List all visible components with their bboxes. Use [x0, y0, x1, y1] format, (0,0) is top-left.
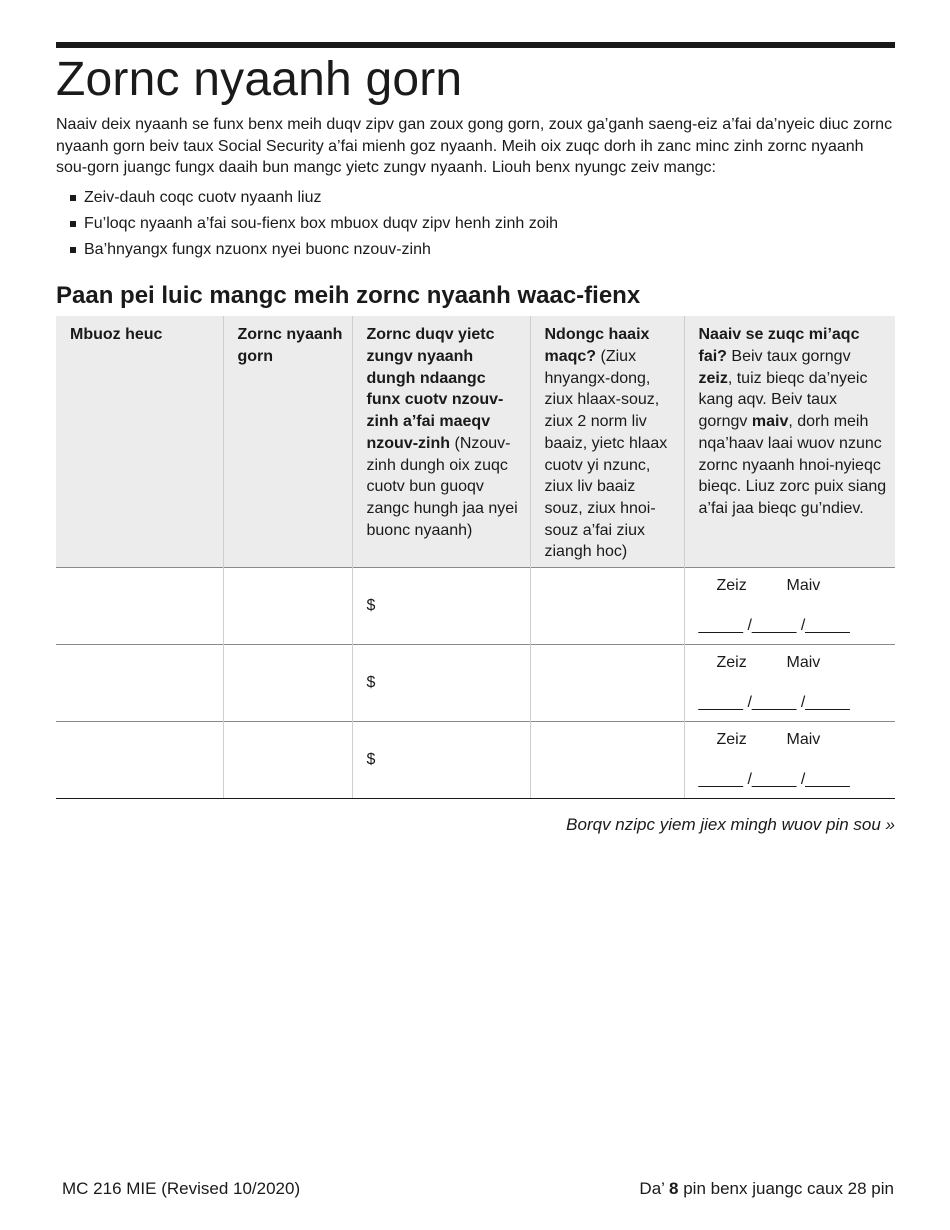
- header-frequency: Ndongc haaix maqc? (Ziux hnyangx-dong, ziux hlaax-souz, ziux 2 norm liv baaiz, yietc hlaax cuotv yi nzunc, ziux liv baaiz souz, ziux hnoi-souz a’fai ziux ziangh hoc): [530, 316, 684, 567]
- header-income-source: Zornc nyaanh gorn: [223, 316, 352, 567]
- continue-note: Borqv nzipc yiem jiex mingh wuov pin sou »: [566, 815, 895, 835]
- square-bullet-icon: [70, 221, 76, 227]
- ended-cell[interactable]: [684, 645, 895, 722]
- bullet-item: Zeiv-dauh coqc cuotv nyaanh liuz: [70, 188, 895, 208]
- bullet-item: Ba’hnyangx fungx nzuonx nyei buonc nzouv-zinh: [70, 240, 895, 260]
- document-page: [56, 42, 895, 835]
- income-source-cell[interactable]: [223, 722, 352, 799]
- no-option[interactable]: Maiv: [786, 731, 821, 749]
- amount-cell[interactable]: $: [352, 568, 530, 645]
- amount-cell[interactable]: $: [352, 722, 530, 799]
- amount-cell[interactable]: $: [352, 645, 530, 722]
- name-cell[interactable]: [56, 568, 223, 645]
- date-field[interactable]: _____ /_____ /_____: [698, 771, 850, 789]
- frequency-cell[interactable]: [530, 568, 684, 645]
- intro-paragraph: Naaiv deix nyaanh se funx benx meih duqv zipv gan zoux gong gorn, zoux ga’ganh saeng-eiz a’fai da’nyeic diuc zornc nyaanh gorn beiv taux Social Security a’fai mienh goz nyaanh. Meih oix zuqc dorh ih zanc minc zinh zornc nyaanh sou-gorn juangc fungx daaih bun mangc yietc zungv nyaanh. Liouh benx nyungc zeiv mangc:: [56, 116, 893, 176]
- name-cell[interactable]: [56, 722, 223, 799]
- income-table: [56, 316, 895, 799]
- yes-option[interactable]: Zeiz: [716, 654, 747, 672]
- table-row: [56, 722, 895, 799]
- form-id: MC 216 MIE (Revised 10/2020): [62, 1179, 301, 1198]
- square-bullet-icon: [70, 195, 76, 201]
- page-number: Da’ 8 pin benx juangc caux 28 pin: [639, 1179, 894, 1198]
- no-option[interactable]: Maiv: [786, 654, 821, 672]
- ended-cell[interactable]: [684, 722, 895, 799]
- table-header-row: [56, 316, 895, 567]
- header-ended: Naaiv se zuqc mi’aqc fai? Beiv taux gorngv zeiz, tuiz bieqc da’nyeic kang aqv. Beiv taux gorngv maiv, dorh meih nqa’haav laai wuov nzunc zornc nyaanh hnoi-nyieqc bieqc. Liuz zorc puix siang a’fai jaa bieqc gu’ndiev.: [684, 316, 895, 567]
- income-source-cell[interactable]: [223, 568, 352, 645]
- page-title: Zornc nyaanh gorn: [56, 53, 463, 106]
- table-row: [56, 645, 895, 722]
- section-heading: Paan pei luic mangc meih zornc nyaanh waac-fienx: [56, 281, 641, 309]
- no-option[interactable]: Maiv: [786, 577, 821, 595]
- date-field[interactable]: _____ /_____ /_____: [698, 694, 850, 712]
- header-name: Mbuoz heuc: [56, 316, 223, 567]
- yes-option[interactable]: Zeiz: [716, 577, 747, 595]
- name-cell[interactable]: [56, 645, 223, 722]
- frequency-cell[interactable]: [530, 645, 684, 722]
- income-source-cell[interactable]: [223, 645, 352, 722]
- yes-option[interactable]: Zeiz: [716, 731, 747, 749]
- date-field[interactable]: _____ /_____ /_____: [698, 617, 850, 635]
- frequency-cell[interactable]: [530, 722, 684, 799]
- top-rule: [56, 42, 895, 48]
- ended-cell[interactable]: [684, 568, 895, 645]
- table-row: [56, 568, 895, 645]
- square-bullet-icon: [70, 247, 76, 253]
- header-gross-amount: Zornc duqv yietc zungv nyaanh dungh ndaangc funx cuotv nzouv-zinh a’fai maeqv nzouv-zinh (Nzouv-zinh dungh oix zuqc cuotv bun guoqv zangc hungh jaa nyei buonc nyaanh): [352, 316, 530, 567]
- bullet-item: Fu’loqc nyaanh a’fai sou-fienx box mbuox duqv zipv henh zinh zoih: [70, 214, 895, 234]
- bullet-list: [70, 188, 895, 260]
